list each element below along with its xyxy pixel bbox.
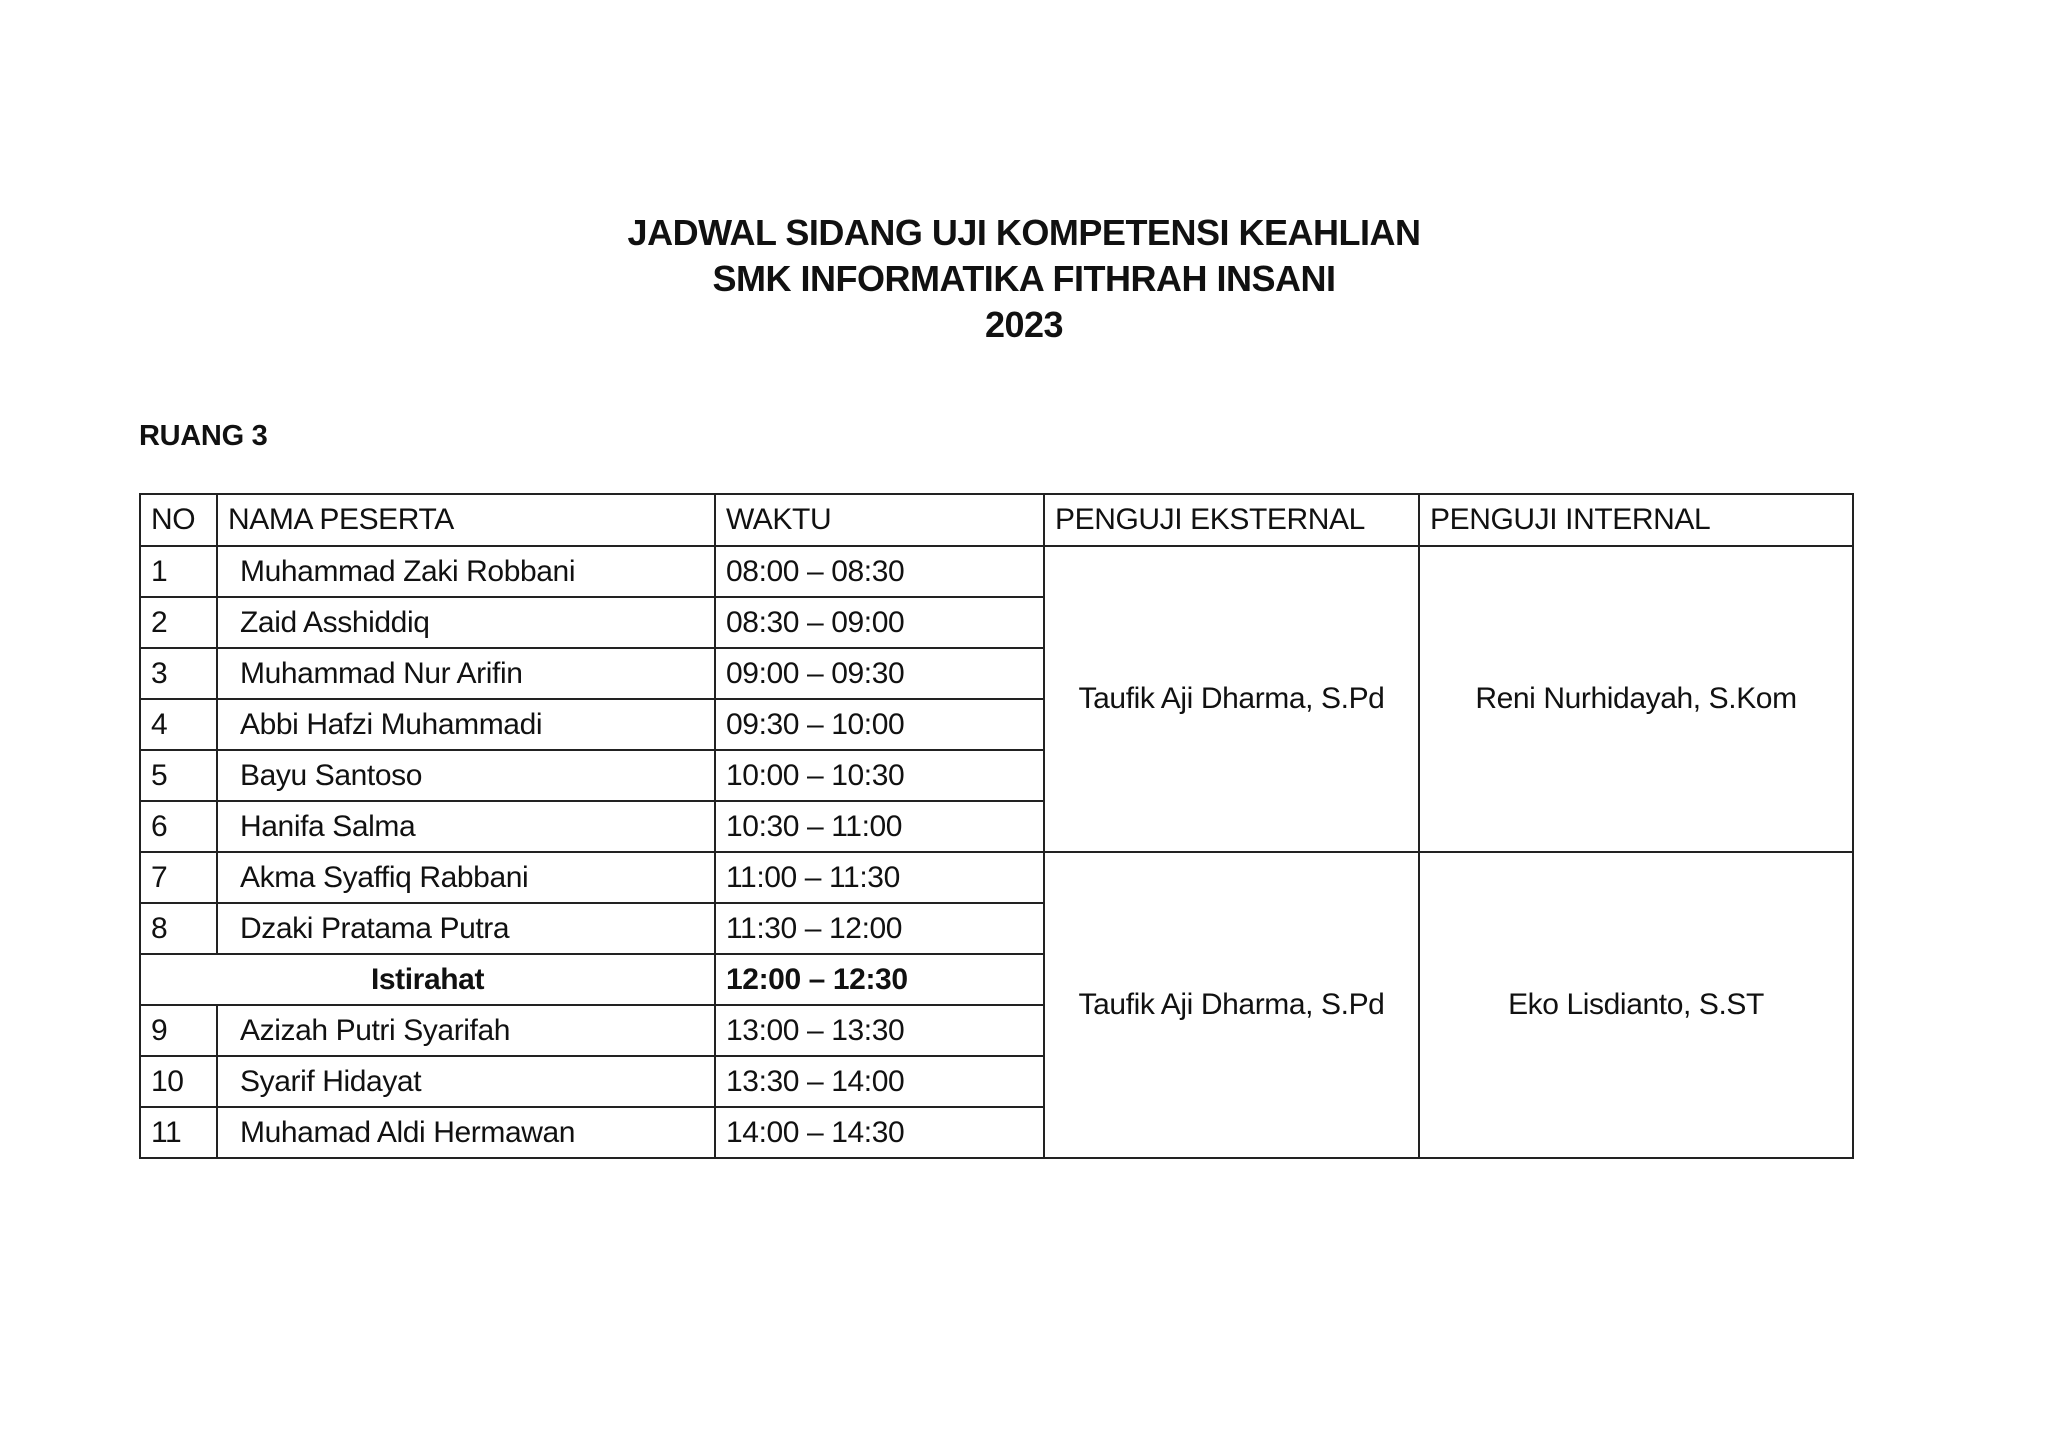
row-no: 3 — [140, 648, 217, 699]
exam-time: 14:00 – 14:30 — [715, 1107, 1044, 1158]
document-title — [0, 210, 2048, 348]
exam-time: 09:00 – 09:30 — [715, 648, 1044, 699]
header-penguji-eksternal: PENGUJI EKSTERNAL — [1044, 494, 1419, 546]
participant-name: Zaid Asshiddiq — [217, 597, 715, 648]
participant-name: Akma Syaffiq Rabbani — [217, 852, 715, 903]
row-no: 4 — [140, 699, 217, 750]
title-line-3: 2023 — [984, 304, 1064, 345]
row-no: 11 — [140, 1107, 217, 1158]
row-no: 8 — [140, 903, 217, 954]
exam-time: 11:30 – 12:00 — [715, 903, 1044, 954]
participant-name: Azizah Putri Syarifah — [217, 1005, 715, 1056]
row-no: 10 — [140, 1056, 217, 1107]
table-row — [140, 852, 1853, 903]
break-time: 12:00 – 12:30 — [715, 954, 1044, 1005]
participant-name: Dzaki Pratama Putra — [217, 903, 715, 954]
exam-time: 08:30 – 09:00 — [715, 597, 1044, 648]
exam-time: 09:30 – 10:00 — [715, 699, 1044, 750]
internal-examiner-group-2: Eko Lisdianto, S.ST — [1419, 852, 1853, 1158]
participant-name: Abbi Hafzi Muhammadi — [217, 699, 715, 750]
exam-time: 13:00 – 13:30 — [715, 1005, 1044, 1056]
participant-name: Muhammad Zaki Robbani — [217, 546, 715, 597]
row-no: 9 — [140, 1005, 217, 1056]
table-header-row — [140, 494, 1853, 546]
exam-time: 13:30 – 14:00 — [715, 1056, 1044, 1107]
header-nama-peserta: NAMA PESERTA — [217, 494, 715, 546]
break-label: Istirahat — [140, 954, 715, 1005]
participant-name: Muhamad Aldi Hermawan — [217, 1107, 715, 1158]
row-no: 1 — [140, 546, 217, 597]
row-no: 2 — [140, 597, 217, 648]
header-penguji-internal: PENGUJI INTERNAL — [1419, 494, 1853, 546]
exam-time: 08:00 – 08:30 — [715, 546, 1044, 597]
row-no: 5 — [140, 750, 217, 801]
title-line-2: SMK INFORMATIKA FITHRAH INSANI — [712, 258, 1336, 299]
title-line-1: JADWAL SIDANG UJI KOMPETENSI KEAHLIAN — [627, 212, 1421, 253]
external-examiner-group-2: Taufik Aji Dharma, S.Pd — [1044, 852, 1419, 1158]
header-waktu: WAKTU — [715, 494, 1044, 546]
row-no: 6 — [140, 801, 217, 852]
schedule-table — [139, 493, 1854, 1159]
exam-time: 10:30 – 11:00 — [715, 801, 1044, 852]
participant-name: Hanifa Salma — [217, 801, 715, 852]
participant-name: Bayu Santoso — [217, 750, 715, 801]
internal-examiner-group-1: Reni Nurhidayah, S.Kom — [1419, 546, 1853, 852]
row-no: 7 — [140, 852, 217, 903]
table-row — [140, 546, 1853, 597]
exam-time: 11:00 – 11:30 — [715, 852, 1044, 903]
participant-name: Muhammad Nur Arifin — [217, 648, 715, 699]
participant-name: Syarif Hidayat — [217, 1056, 715, 1107]
header-no: NO — [140, 494, 217, 546]
exam-time: 10:00 – 10:30 — [715, 750, 1044, 801]
room-label: RUANG 3 — [139, 420, 268, 452]
external-examiner-group-1: Taufik Aji Dharma, S.Pd — [1044, 546, 1419, 852]
